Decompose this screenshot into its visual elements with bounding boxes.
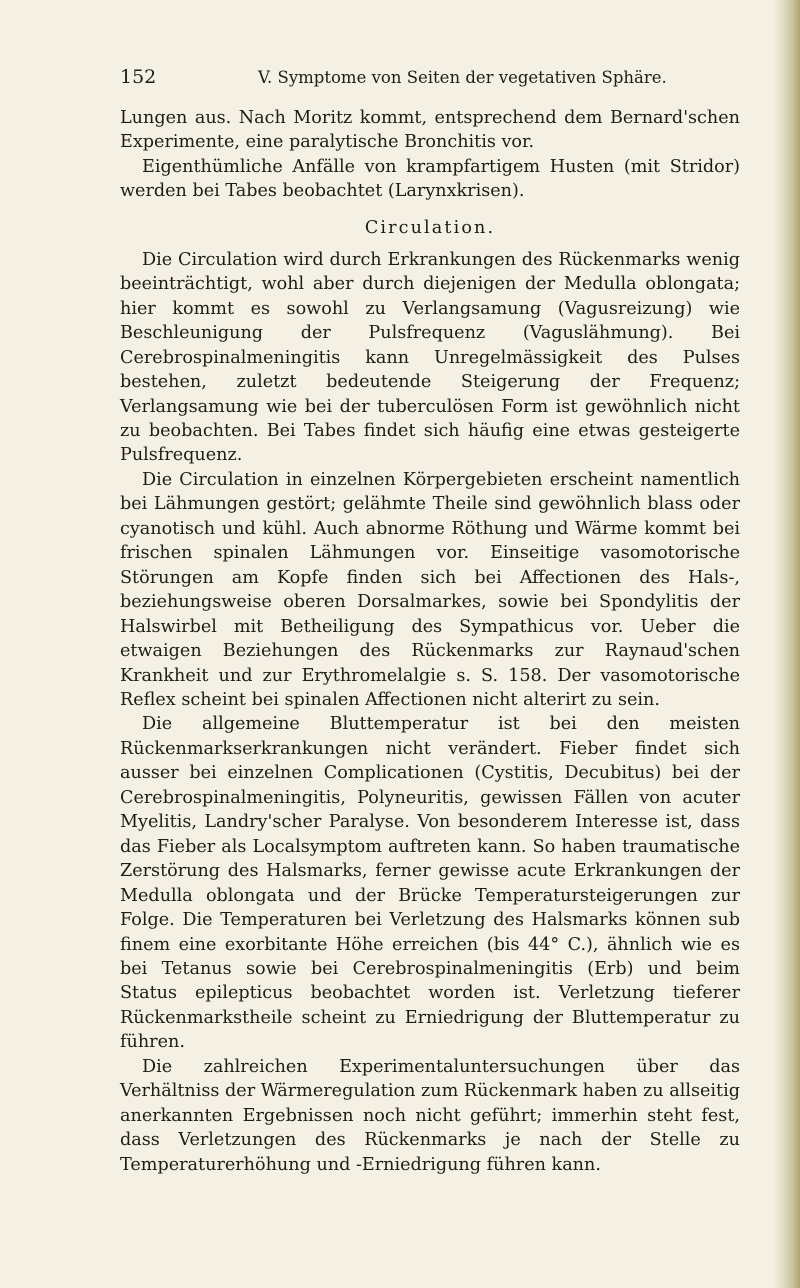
page-header — [120, 66, 740, 94]
paragraph: Die Circulation wird durch Erkrankungen des Rückenmarks wenig beeinträchtigt, wohl aber durch diejenigen der Medulla oblongata; hier kommt es sowohl zu Verlangsamung (Vagusreizung) wie Beschleunigung der Pulsfrequenz (Vaguslähmung). Bei Cerebrospinalmeningitis kann Unregelmässigkeit des Pulses bestehen, zuletzt bedeutende Steigerung der Frequenz; Verlangsamung wie bei der tuberculösen Form ist gewöhnlich nicht zu beobachten. Bei Tabes findet sich häufig eine etwas gesteigerte Pulsfrequenz. — [120, 249, 740, 466]
running-title: V. Symptome von Seiten der vegetativen Sphäre. — [258, 68, 667, 87]
section-heading: Circulation. — [364, 217, 496, 238]
page-body — [120, 106, 740, 1177]
paragraph: Die zahlreichen Experimentaluntersuchungen über das Verhältniss der Wärmeregulation zum Rückenmark haben zu allseitig anerkannten Ergebnissen noch nicht geführt; immerhin steht fest, dass Verletzungen des Rückenmarks je nach der Stelle zu Temperaturerhöhung und -Erniedrigung führen kann. — [120, 1056, 740, 1175]
paragraph: Lungen aus. Nach Moritz kommt, entsprechend dem Bernard'schen Experimente, eine paralytische Bronchitis vor. — [120, 108, 740, 153]
paragraph: Die Circulation in einzelnen Körpergebieten erscheint namentlich bei Lähmungen gestört; gelähmte Theile sind gewöhnlich blass oder cyanotisch und kühl. Auch abnorme Röthung und Wärme kommt bei frischen spinalen Lähmungen vor. Einseitige vasomotorische Störungen am Kopfe finden sich bei Affectionen des Hals-, beziehungsweise oberen Dorsalmarkes, sowie bei Spondylitis der Halswirbel mit Betheiligung des Sympathicus vor. Ueber die etwaigen Beziehungen des Rückenmarks zur Raynaud'schen Krankheit und zur Erythromelalgie s. S. 158. Der vasomotorische Reflex scheint bei spinalen Affectionen nicht alterirt zu sein. — [120, 469, 740, 710]
paragraph: Die allgemeine Bluttemperatur ist bei den meisten Rückenmarkserkrankungen nicht verändert. Fieber findet sich ausser bei einzelnen Complicationen (Cystitis, Decubitus) bei der Cerebrospinalmeningitis, Polyneuritis, gewissen Fällen von acuter Myelitis, Landry'scher Paralyse. Von besonderem Interesse ist, dass das Fieber als Localsymptom auftreten kann. So haben traumatische Zerstörung des Halsmarks, ferner gewisse acute Erkrankungen der Medulla oblongata und der Brücke Temperatursteigerungen zur Folge. Die Temperaturen bei Verletzung des Halsmarks können sub finem eine exorbitante Höhe erreichen (bis 44° C.), ähnlich wie es bei Tetanus sowie bei Cerebrospinalmeningitis (Erb) und beim Status epilepticus beobachtet worden ist. Verletzung tieferer Rückenmarkstheile scheint zu Erniedrigung der Bluttemperatur zu führen. — [120, 714, 740, 1053]
paragraph: Eigenthümliche Anfälle von krampfartigem Husten (mit Stridor) werden bei Tabes beobachtet (Larynxkrisen). — [120, 156, 740, 202]
page-edge-shadow — [774, 0, 800, 1288]
page-number: 152 — [120, 66, 157, 88]
